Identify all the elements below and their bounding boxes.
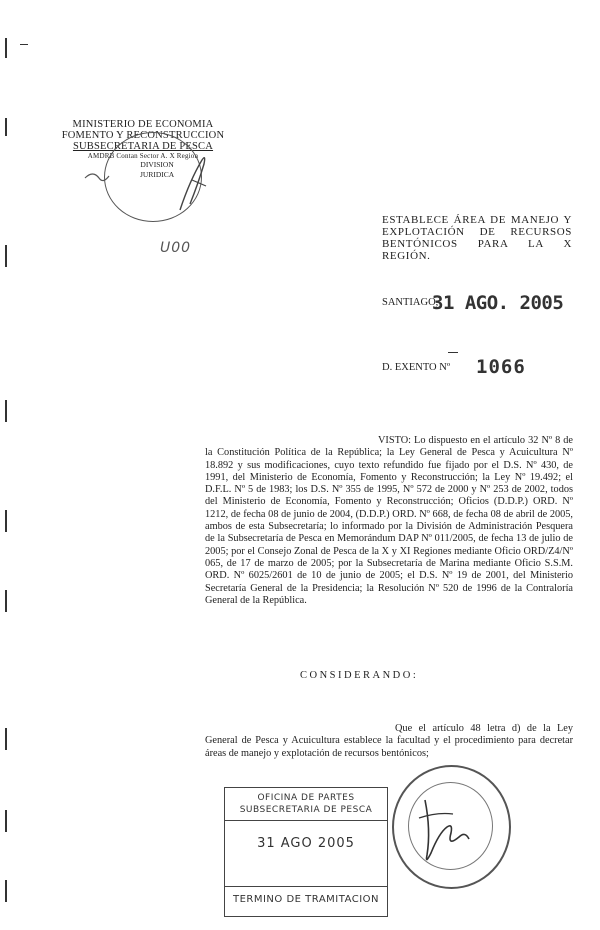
office-stamp-line2: SUBSECRETARIA DE PESCA bbox=[239, 805, 373, 815]
margin-mark bbox=[5, 118, 7, 136]
office-stamp-line1: OFICINA DE PARTES bbox=[257, 793, 355, 803]
margin-mark bbox=[5, 245, 7, 267]
seal-signature-icon bbox=[80, 150, 220, 220]
office-stamp bbox=[224, 787, 388, 917]
header-line-subsecretaria: SUBSECRETARIA DE PESCA bbox=[72, 141, 214, 152]
visto-paragraph: VISTO: Lo dispuesto en el artículo 32 Nº 8 de la Constitución Política de la República; la Ley General de Pesca y Acuicultura Nº 18.892 y sus modificaciones, cuyo texto refundido fue fijado por el D.S. Nº 430, de 1991, del Ministerio de Economía, Fomento y Reconstrucción; la Ley Nº 19.492; el D.F.L. Nº 5 de 1983; los D.S. Nº 355 de 1995, Nº 572 de 2000 y Nº 253 de 2002, todos del Ministerio de Economía, Fomento y Reconstrucción; Oficios (D.D.P.) ORD. Nº 1212, de fecha 08 de junio de 2004, (D.D.P.) ORD. Nº 668, de fecha 08 de abril de 2005, ambos de esta Subsecretaría; lo informado por la División de Administración Pesquera de la Subsecretaría de Pesca en Memorándum DAP Nº 011/2005, de fecha 13 de julio de 2005; por el Consejo Zonal de Pesca de la X y XI Regiones mediante Oficio ORD/Z4/Nº 065, de 17 de marzo de 2005; por la Subsecretaría de Marina mediante Oficio S.S.M. ORD. Nº 6025/2601 de 10 de junio de 2005; el D.S. Nº 19 de 2001, del Ministerio Secretaría General de la Presidencia; la Resolución Nº 520 de 1996 de la Contraloría General de la República. bbox=[205, 435, 573, 606]
margin-mark bbox=[5, 510, 7, 532]
date-label: SANTIAGO, bbox=[382, 297, 439, 308]
office-stamp-footer: TERMINO DE TRAMITACION bbox=[232, 894, 380, 905]
number-tick bbox=[448, 352, 458, 353]
seal-line-juridica: JURIDICA bbox=[140, 170, 175, 179]
office-stamp-divider bbox=[225, 820, 387, 821]
decree-title: ESTABLECE ÁREA DE MANEJO Y EXPLOTACIÓN DE RECURSOS BENTÓNICOS PARA LA X REGIÓN. bbox=[382, 214, 572, 262]
margin-mark bbox=[5, 728, 7, 750]
header-line-sector: AMDRB Contan Sector A. X Region bbox=[87, 152, 199, 160]
decree-label: D. EXENTO Nº bbox=[382, 362, 451, 373]
decree-number: 1066 bbox=[476, 356, 526, 378]
margin-mark bbox=[5, 810, 7, 832]
header-line-fomento: FOMENTO Y RECONSTRUCCION bbox=[61, 130, 225, 141]
office-stamp-divider bbox=[225, 886, 387, 887]
seal-line-division: DIVISION bbox=[140, 160, 174, 169]
margin-mark bbox=[5, 880, 7, 902]
signature-icon bbox=[405, 790, 495, 870]
margin-mark bbox=[5, 38, 7, 58]
header-line-ministerio: MINISTERIO DE ECONOMIA bbox=[72, 119, 214, 130]
considerando-paragraph: Que el artículo 48 letra d) de la Ley General de Pesca y Acuicultura establece la facultad y el procedimiento para decretar áreas de manejo y explotación de recursos bentónicos; bbox=[205, 723, 573, 759]
office-stamp-date: 31 AGO 2005 bbox=[257, 836, 355, 851]
top-dash bbox=[20, 44, 28, 45]
considerando-heading: CONSIDERANDO: bbox=[300, 670, 419, 681]
margin-mark bbox=[5, 590, 7, 612]
handwritten-note: U00 bbox=[160, 240, 192, 256]
date-stamp: 31 AGO. 2005 bbox=[432, 292, 564, 314]
margin-mark bbox=[5, 400, 7, 422]
